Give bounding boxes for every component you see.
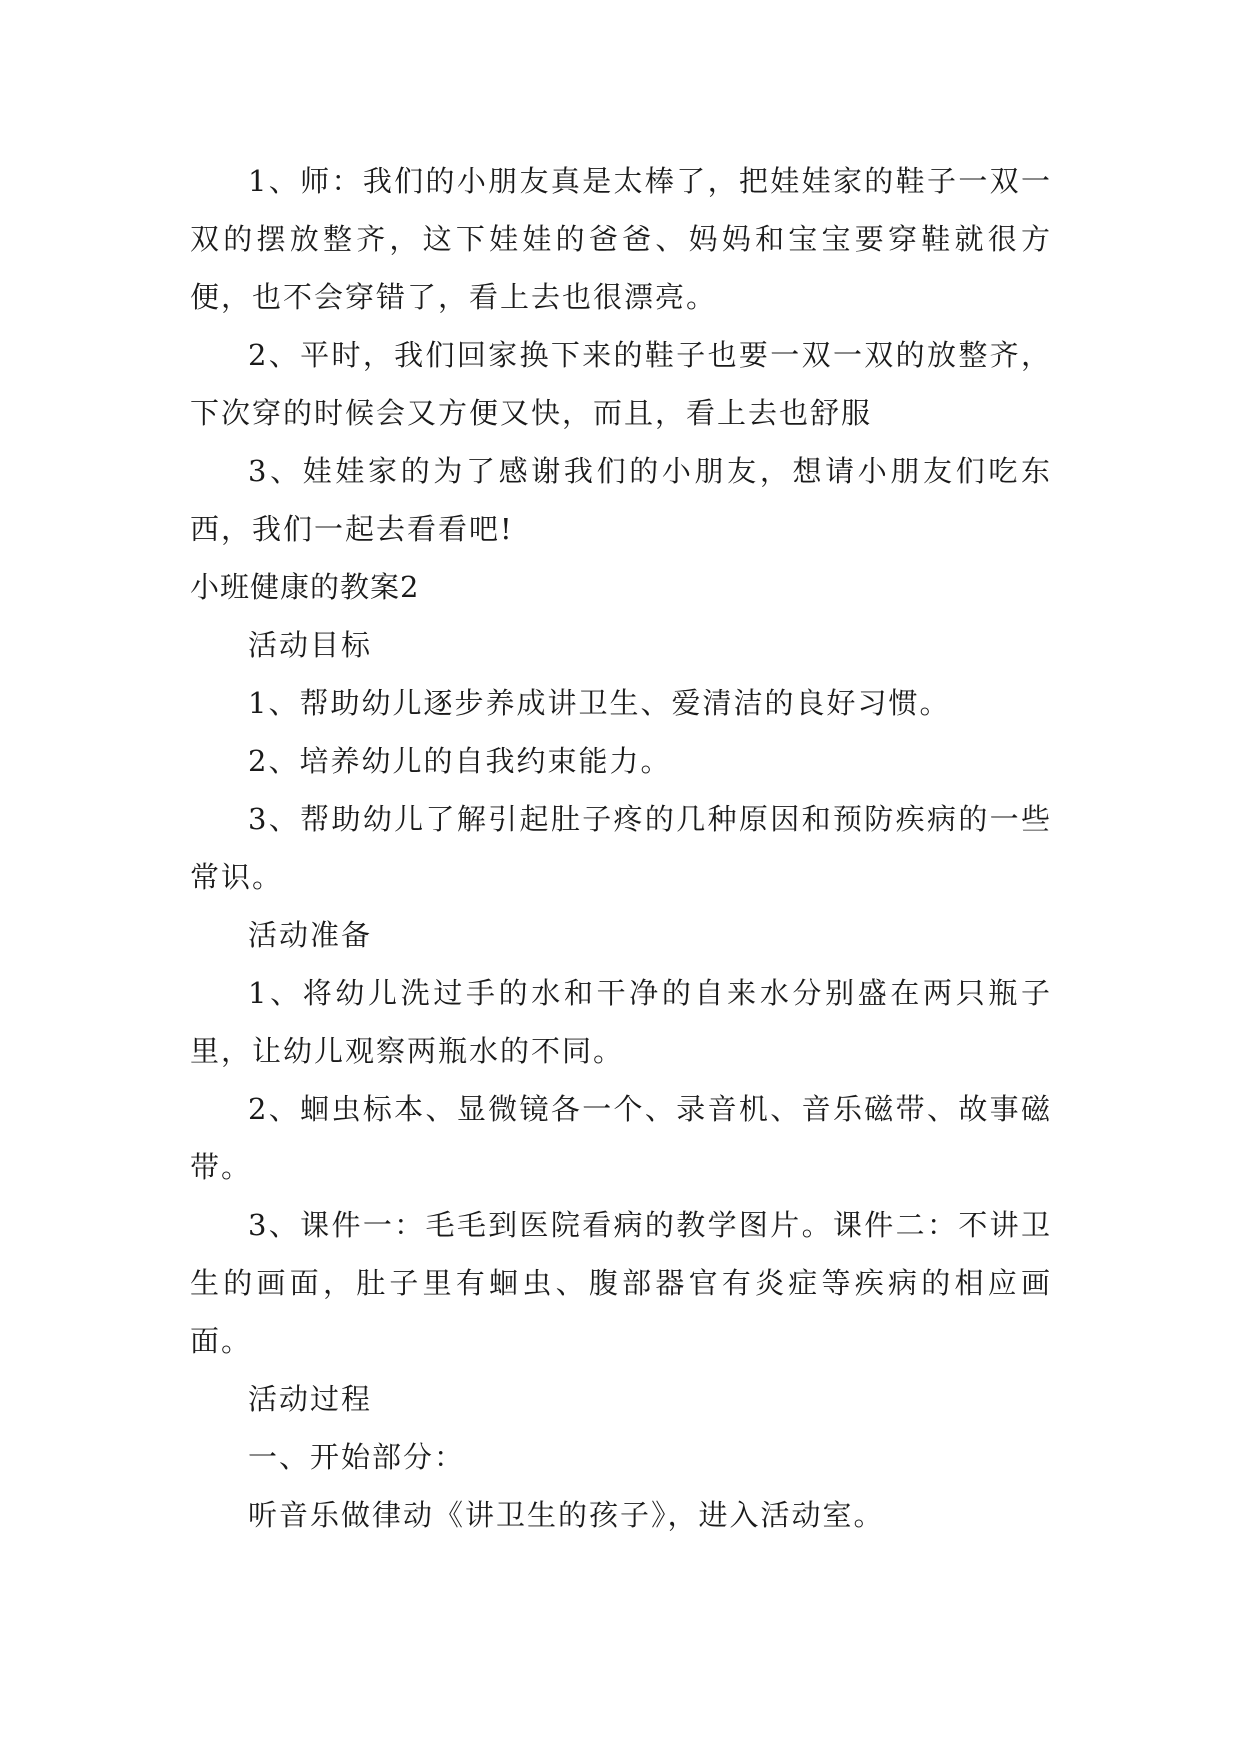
paragraph: 听音乐做律动《讲卫生的孩子》，进入活动室。 [248, 1498, 885, 1532]
paragraph: 2、培养幼儿的自我约束能力。 [248, 744, 672, 778]
paragraph: 1、将幼儿洗过手的水和干净的自来水分别盛在两只瓶子里，让幼儿观察两瓶水的不同。 [190, 976, 1052, 1068]
paragraph: 1、师：我们的小朋友真是太棒了，把娃娃家的鞋子一双一双的摆放整齐，这下娃娃的爸爸、妈妈和宝宝要穿鞋就很方便，也不会穿错了，看上去也很漂亮。 [190, 164, 1052, 314]
paragraph: 3、课件一：毛毛到医院看病的教学图片。课件二：不讲卫生的画面，肚子里有蛔虫、腹部器官有炎症等疾病的相应画面。 [190, 1208, 1052, 1358]
section-title: 小班健康的教案2 [190, 570, 420, 604]
paragraph: 3、帮助幼儿了解引起肚子疼的几种原因和预防疾病的一些常识。 [190, 802, 1052, 894]
document-page [190, 152, 1052, 1544]
paragraph: 一、开始部分： [248, 1440, 466, 1474]
paragraph: 3、娃娃家的为了感谢我们的小朋友，想请小朋友们吃东西，我们一起去看看吧! [190, 454, 1052, 546]
subsection-heading: 活动过程 [248, 1382, 373, 1416]
paragraph: 1、帮助幼儿逐步养成讲卫生、爱清洁的良好习惯。 [248, 686, 951, 720]
paragraph: 2、蛔虫标本、显微镜各一个、录音机、音乐磁带、故事磁带。 [190, 1092, 1052, 1184]
paragraph: 2、平时，我们回家换下来的鞋子也要一双一双的放整齐，下次穿的时候会又方便又快，而且，看上去也舒服 [190, 338, 1052, 430]
subsection-heading: 活动目标 [248, 628, 373, 662]
subsection-heading: 活动准备 [248, 918, 373, 952]
